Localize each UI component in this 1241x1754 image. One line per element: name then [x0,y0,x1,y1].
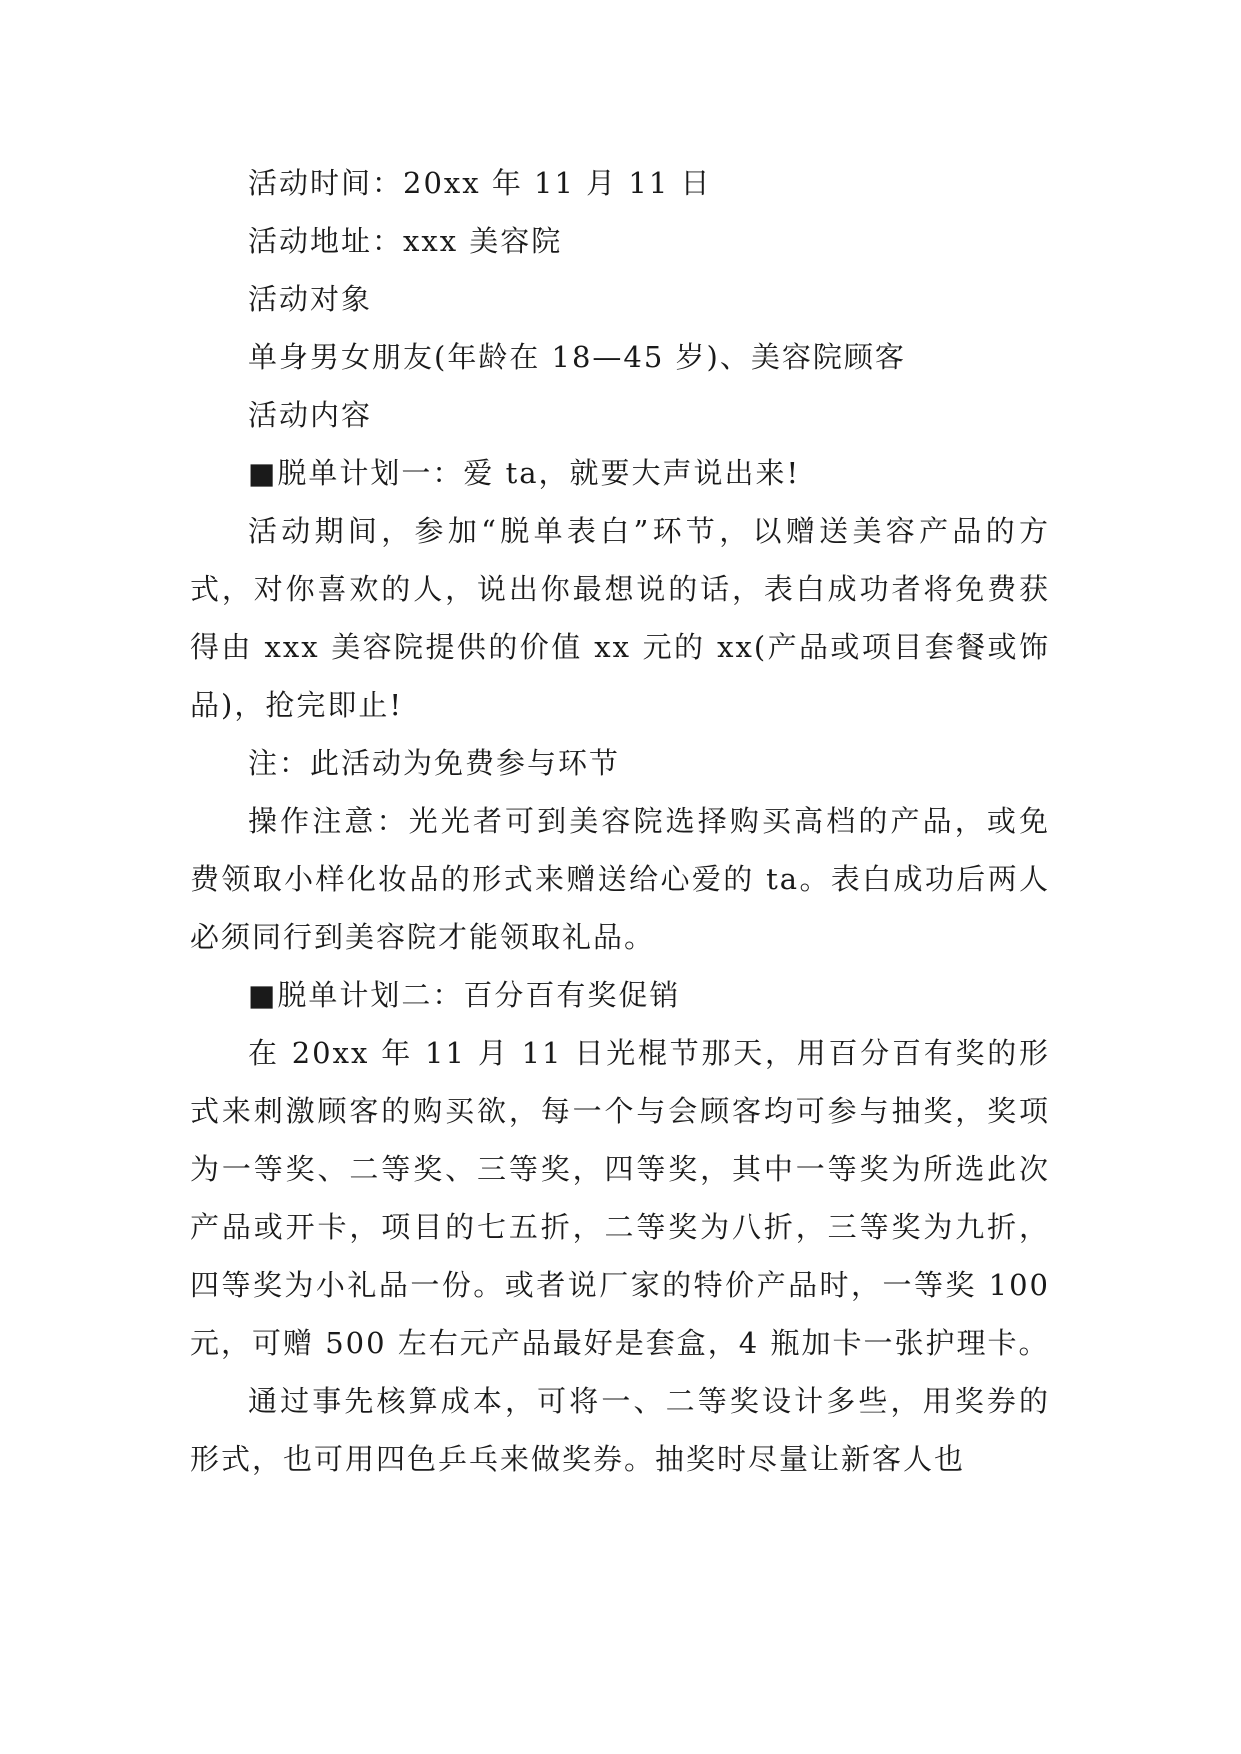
paragraph-plan-two-heading: ■脱单计划二：百分百有奖促销 [248,978,681,1012]
paragraph-activity-target: 单身男女朋友(年龄在 18—45 岁)、美容院顾客 [248,340,906,374]
paragraph-plan-two-body: 在 20xx 年 11 月 11 日光棍节那天，用百分百有奖的形式来刺激顾客的购买欲，每一个与会顾客均可参与抽奖，奖项为一等奖、二等奖、三等奖，四等奖，其中一等奖为所选此次产品或开卡，项目的七五折，二等奖为八折，三等奖为九折，四等奖为小礼品一份。或者说厂家的特价产品时，一等奖 100 元，可赠 500 左右元产品最好是套盒，4 瓶加卡一张护理卡。 [190,1036,1050,1360]
paragraph-plan-one-heading: ■脱单计划一：爱 ta，就要大声说出来! [248,456,801,490]
paragraph-plan-one-operation: 操作注意：光光者可到美容院选择购买高档的产品，或免费领取小样化妆品的形式来赠送给心爱的 ta。表白成功后两人必须同行到美容院才能领取礼品。 [190,804,1050,954]
paragraph-activity-content-heading: 活动内容 [248,398,373,432]
paragraph-plan-two-cost: 通过事先核算成本，可将一、二等奖设计多些，用奖券的形式，也可用四色乒乓来做奖券。抽奖时尽量让新客人也 [190,1384,1050,1476]
paragraph-plan-one-body: 活动期间，参加“脱单表白”环节，以赠送美容产品的方式，对你喜欢的人，说出你最想说的话，表白成功者将免费获得由 xxx 美容院提供的价值 xx 元的 xx(产品或项目套餐或饰品)，抢完即止! [190,514,1050,722]
document-body [190,154,1050,1488]
paragraph-plan-one-note: 注：此活动为免费参与环节 [248,746,621,780]
paragraph-activity-target-heading: 活动对象 [248,282,373,316]
paragraph-activity-time: 活动时间：20xx 年 11 月 11 日 [248,166,712,200]
paragraph-activity-address: 活动地址：xxx 美容院 [248,224,563,258]
